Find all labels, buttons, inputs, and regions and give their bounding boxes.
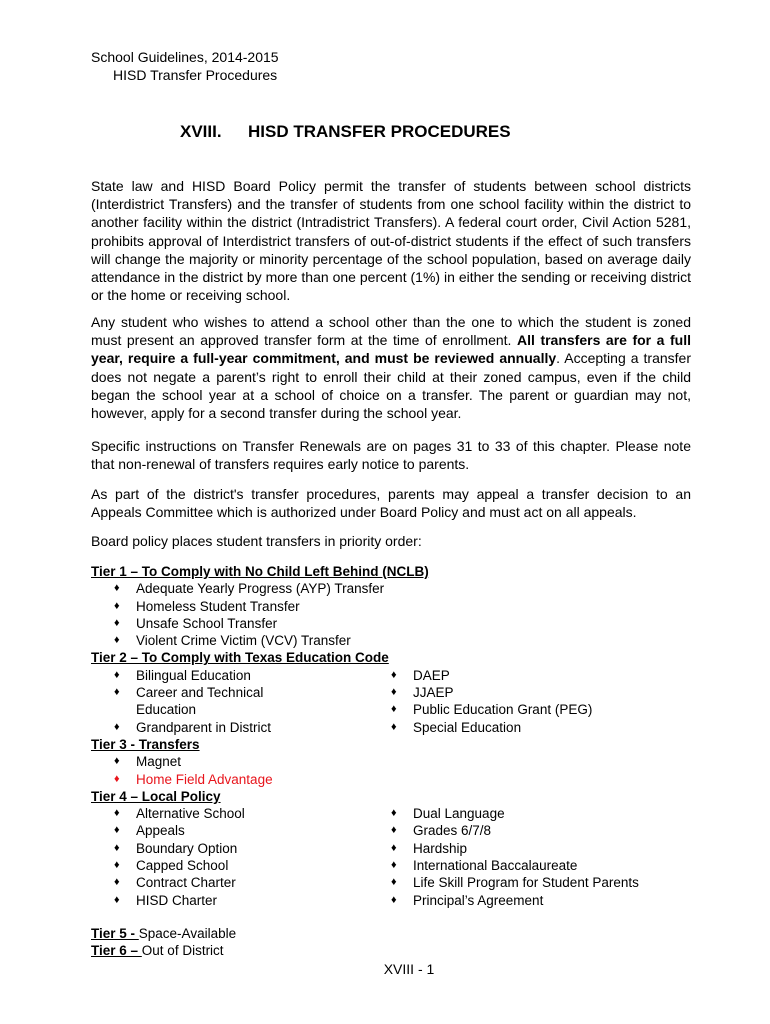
list-item: ♦ Career and Technical Education [114,685,264,718]
list-item: ♦ Grades 6/7/8 [391,823,492,839]
diamond-bullet-icon: ♦ [391,668,397,681]
list-item: ♦ International Baccalaureate [391,858,578,874]
section-number: XVIII. [180,122,222,141]
paragraph-state-law: State law and HISD Board Policy permit the transfer of students between school districts (Interdistrict Transfers) and the transfer of students from one school facility within the district to another facility within the district (Intradistrict Transfers). A federal court order, Civil Action 5281, prohibits approval of Interdistrict transfers of out-of-district students if the effect of such transfers will change the majority or minority percentage of the school population, based on average daily attendance in the district by more than one percent (1%) in either the sending or receiving district or the home or receiving school. [91,178,691,304]
diamond-bullet-icon: ♦ [114,841,120,854]
list-item: ♦ HISD Charter [114,892,218,908]
diamond-bullet-icon: ♦ [114,772,120,785]
diamond-bullet-icon: ♦ [114,599,120,612]
diamond-bullet-icon: ♦ [391,807,397,820]
tier-4-left-column [91,805,369,909]
header-line-2: HISD Transfer Procedures [113,67,278,83]
tier-4-columns [91,805,691,909]
diamond-bullet-icon: ♦ [114,876,120,889]
list-item: ♦ Life Skill Program for Student Parents [391,875,639,891]
diamond-bullet-icon: ♦ [391,859,397,872]
list-item: ♦ Hardship [391,840,468,856]
paragraph-enrollment [91,313,691,422]
list-item: ♦ Grandparent in District [114,719,272,735]
tier-list [91,563,691,960]
tier-6-text: Out of District [141,943,224,959]
list-item: ♦ DAEP [391,667,450,683]
tier-2-heading: Tier 2 – To Comply with Texas Education Code [91,650,389,666]
list-item-highlighted: ♦ Home Field Advantage [114,771,273,787]
diamond-bullet-icon: ♦ [391,824,397,837]
list-item: ♦ Alternative School [114,806,245,822]
tier-4-heading: Tier 4 – Local Policy [91,788,221,804]
tier-4-right-column [369,805,691,909]
diamond-bullet-icon: ♦ [114,720,120,733]
list-item: ♦ Boundary Option [114,840,238,856]
diamond-bullet-icon: ♦ [114,755,120,768]
list-item: ♦ Appeals [114,823,185,839]
diamond-bullet-icon: ♦ [391,720,397,733]
list-item: ♦ Violent Crime Victim (VCV) Transfer [114,633,351,649]
paragraph-priority: Board policy places student transfers in priority order: [91,533,422,549]
diamond-bullet-icon: ♦ [114,582,120,595]
list-item: ♦ JJAEP [391,685,454,701]
diamond-bullet-icon: ♦ [114,807,120,820]
list-item: ♦ Magnet [114,754,182,770]
diamond-bullet-icon: ♦ [114,668,120,681]
diamond-bullet-icon: ♦ [391,876,397,889]
diamond-bullet-icon: ♦ [391,893,397,906]
tier-6-label: Tier 6 – [91,943,142,959]
paragraph-appeals: As part of the district's transfer procedures, parents may appeal a transfer decision to an Appeals Committee which is authorized under Board Policy and must act on all appeals. [91,486,691,521]
paragraph-renewals: Specific instructions on Transfer Renewals are on pages 31 to 33 of this chapter. Please note that non-renewal of transfers requires early notice to parents. [91,438,691,473]
list-item: ♦ Adequate Yearly Progress (AYP) Transfer [114,581,385,597]
list-item: ♦ Homeless Student Transfer [114,598,300,614]
paragraph-enrollment-bold: All transfers are for a full year, require a full-year commitment, and must be reviewed annually [91,332,692,367]
paragraph-enrollment-b: . Accepting a transfer does not negate a parent’s right to enroll their child at their zoned campus, even if the child began the school year at a school of choice on a transfer. The parent or guardian may not, however, apply for a second transfer during the school year. [91,350,691,422]
list-item: ♦ Public Education Grant (PEG) [391,702,593,718]
tier-2-right-column [369,667,669,736]
diamond-bullet-icon: ♦ [391,686,397,699]
diamond-bullet-icon: ♦ [114,616,120,629]
diamond-bullet-icon: ♦ [114,893,120,906]
tier-2-left-column [91,667,369,736]
diamond-bullet-icon: ♦ [114,824,120,837]
section-title [180,121,511,143]
list-item: ♦ Dual Language [391,806,505,822]
list-item: ♦ Special Education [391,719,522,735]
list-item: ♦ Bilingual Education [114,667,251,683]
diamond-bullet-icon: ♦ [114,859,120,872]
tier-6-line [91,942,691,959]
page-footer [0,961,770,977]
tier-5-label: Tier 5 - [91,925,139,941]
header-line-1: School Guidelines, 2014-2015 [91,49,279,65]
tier-1-heading: Tier 1 – To Comply with No Child Left Behind (NCLB) [91,564,429,579]
page-number: XVIII - 1 [383,961,435,977]
paragraph-enrollment-a: Any student who wishes to attend a school other than the one to which the student is zoned must present an approved transfer form at the time of enrollment. [91,314,691,349]
diamond-bullet-icon: ♦ [391,841,397,854]
tier-5-line [91,925,691,942]
list-item: ♦ Contract Charter [114,875,236,891]
tier-3-heading: Tier 3 - Transfers [91,736,200,752]
list-item: ♦ Principal’s Agreement [391,892,544,908]
diamond-bullet-icon: ♦ [114,686,120,699]
section-heading: HISD TRANSFER PROCEDURES [248,122,511,141]
tier-5-text: Space-Available [138,925,237,941]
tier-2-columns [91,667,691,736]
diamond-bullet-icon: ♦ [114,634,120,647]
diamond-bullet-icon: ♦ [391,703,397,716]
list-item: ♦ Unsafe School Transfer [114,615,278,631]
list-item: ♦ Capped School [114,858,229,874]
